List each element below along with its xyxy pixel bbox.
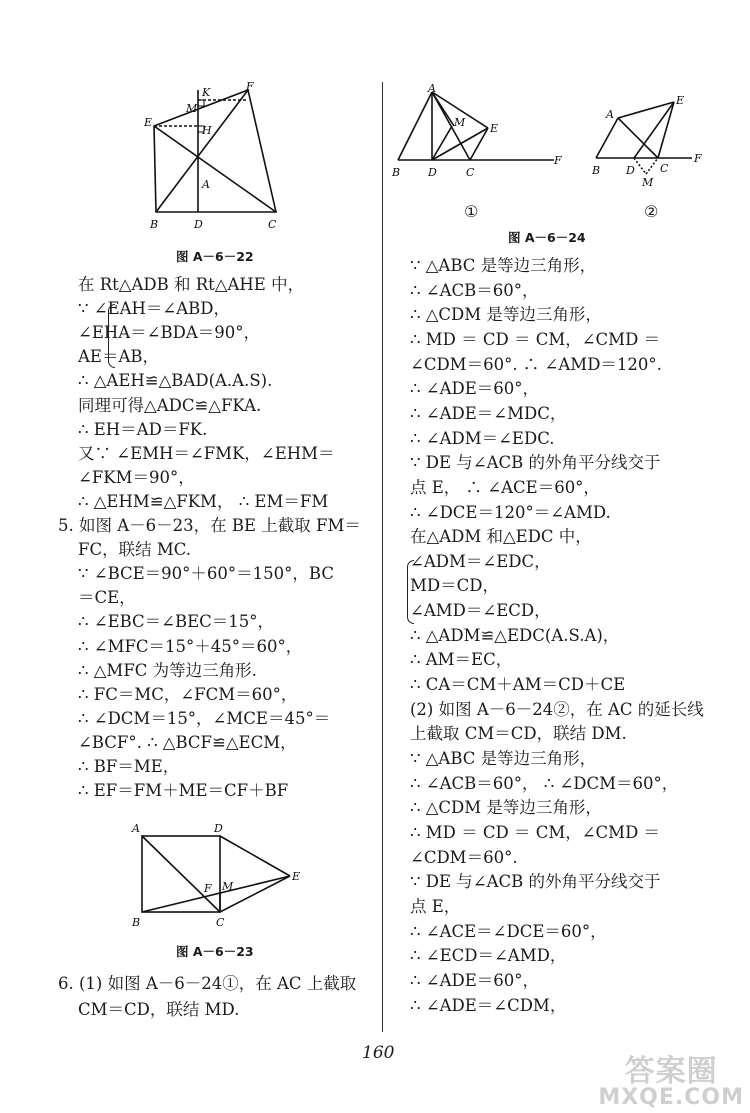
figure-a-6-23	[128, 818, 308, 930]
label-m: M	[186, 102, 198, 115]
right-text-line: 在△ADM 和△EDC 中，	[410, 527, 592, 547]
label-a: A	[428, 82, 436, 95]
label-c: C	[268, 218, 277, 231]
left-text-line: ∵ ∠EAH＝∠ABD，	[78, 299, 231, 319]
left-bottom-line: 6. (1) 如图 A－6－24①，在 AC 上截取	[58, 974, 357, 993]
watermark-line1: 答案圈	[624, 1054, 718, 1089]
right-text-line: ∵ DE 与∠ACB 的外角平分线交于	[410, 872, 661, 892]
right-text-line: MD＝CD，	[410, 576, 499, 596]
label-d: D	[428, 166, 437, 178]
right-text-line: ∠CDM＝60°. ∴ ∠AMD＝120°.	[410, 354, 662, 374]
right-text-line: ∴ AM＝EC，	[410, 650, 513, 670]
label-f: F	[554, 154, 562, 167]
right-text-line: ∴ ∠ADE＝∠CDM，	[410, 995, 567, 1015]
left-text-line: ∴ EH＝AD＝FK.	[78, 419, 208, 439]
right-text-line: 点 E，	[410, 896, 461, 916]
left-bottom-line: CM＝CD，联结 MD.	[78, 1000, 240, 1019]
right-text-line: ∴ MD ＝ CD ＝ CM，∠CMD ＝	[410, 822, 661, 842]
left-text-line: 又∵ ∠EMH＝∠FMK，∠EHM＝	[78, 443, 335, 463]
left-text-line: ∠BCF°. ∴ △BCF≌△ECM，	[78, 732, 297, 752]
sub-figure-1: ①	[464, 202, 479, 221]
left-text-line: ∴ △AEH≌△BAD(A.A.S).	[78, 371, 273, 391]
right-text-line: ∴ ∠ACB＝60°，	[410, 280, 539, 300]
label-f: F	[204, 882, 212, 895]
watermark	[598, 1054, 744, 1110]
label-e: E	[490, 122, 499, 135]
right-text-line: ∴ ∠ACE＝∠DCE＝60°，	[410, 921, 607, 941]
right-text-line: ∴ MD ＝ CD ＝ CM，∠CMD ＝	[410, 329, 661, 349]
label-f: F	[246, 82, 254, 93]
label-d: D	[214, 822, 223, 835]
label-e: E	[292, 870, 301, 883]
left-text-line: ∴ ∠MFC＝15°＋45°＝60°，	[78, 636, 303, 656]
right-text-line: ∴ ∠ADE＝60°，	[410, 379, 540, 399]
right-text-line: ∴ △CDM 是等边三角形，	[410, 305, 602, 325]
right-text-line: ∴ ∠ADE＝∠MDC，	[410, 403, 567, 423]
right-text-line: ∴ △CDM 是等边三角形，	[410, 798, 602, 818]
label-d: D	[626, 164, 635, 177]
left-text-line: ∵ ∠BCE＝90°＋60°＝150°，BC	[78, 564, 334, 584]
label-m: M	[642, 176, 654, 188]
label-c: C	[466, 166, 475, 178]
label-h: H	[202, 124, 212, 137]
column-divider	[382, 82, 383, 1032]
right-text-line: 点 E， ∴ ∠ACE＝60°，	[410, 477, 600, 497]
sub-figure-2: ②	[644, 202, 659, 221]
left-text-line: 5. 如图 A－6－23，在 BE 上截取 FM＝	[58, 516, 361, 535]
left-text-line: ∴ ∠EBC＝∠BEC＝15°，	[78, 612, 275, 632]
label-b: B	[132, 916, 141, 929]
figure-caption-24: 图 A－6－24	[508, 230, 586, 245]
figure-caption-23: 图 A－6－23	[176, 944, 254, 959]
right-text-line: ∴ ∠ECD＝∠AMD，	[410, 946, 567, 966]
figure-caption-22: 图 A－6－22	[176, 249, 254, 264]
label-k: K	[202, 86, 211, 99]
right-text-line: ∴ ∠ADM＝∠EDC.	[410, 428, 555, 448]
label-e: E	[676, 94, 685, 107]
label-c: C	[216, 916, 225, 929]
left-text-line: ∠EHA＝∠BDA＝90°，	[78, 323, 261, 343]
label-e: E	[144, 116, 153, 129]
right-text-line: ∠ADM＝∠EDC，	[410, 551, 551, 571]
right-text-line: ∴ ∠ADE＝60°，	[410, 970, 540, 990]
left-text-line: ∴ ∠DCM＝15°，∠MCE＝45°＝	[78, 708, 331, 728]
right-text-line: ∴ CA＝CM＋AM＝CD＋CE	[410, 675, 626, 695]
right-text-line: ∵ DE 与∠ACB 的外角平分线交于	[410, 453, 661, 473]
right-text-line: ∵ △ABC 是等边三角形，	[410, 256, 597, 275]
label-b: B	[392, 166, 401, 178]
label-a: A	[202, 178, 210, 191]
left-text-line: AE＝AB，	[78, 347, 160, 367]
left-text-line: ∴ EF＝FM＋ME＝CF＋BF	[78, 781, 289, 801]
right-text-line: ∠AMD＝∠ECD，	[410, 601, 551, 621]
right-text-line: ∠CDM＝60°.	[410, 847, 518, 867]
label-m: M	[454, 116, 466, 129]
left-text-line: ∠FKM＝90°，	[78, 467, 195, 487]
left-text-line: FC，联结 MC.	[78, 540, 191, 560]
left-text-line: ∴ BF＝ME，	[78, 757, 180, 776]
brace-left	[108, 304, 115, 368]
label-d: D	[194, 218, 203, 231]
left-text-line: ∴ △EHM≌△FKM， ∴ EM＝FM	[78, 491, 329, 511]
watermark-line2: MXQE.COM	[598, 1085, 744, 1110]
figure-a-6-24-2	[588, 92, 708, 188]
right-text-line: (2) 如图 A－6－24②，在 AC 的延长线	[410, 699, 704, 719]
label-b: B	[592, 164, 601, 177]
figure-a-6-22	[140, 82, 300, 240]
left-text-line: 在 Rt△ADB 和 Rt△AHE 中，	[78, 275, 305, 294]
figure-a-6-24-1	[386, 82, 572, 178]
left-text-line: ＝CE，	[78, 588, 136, 608]
right-text-line: ∵ △ABC 是等边三角形，	[410, 749, 597, 768]
left-text-line: ∴ FC＝MC，∠FCM＝60°，	[78, 684, 298, 704]
right-text-line: 上截取 CM＝CD，联结 DM.	[410, 724, 627, 744]
page-number: 160	[362, 1043, 395, 1063]
label-m: M	[222, 880, 234, 893]
label-b: B	[150, 218, 159, 231]
right-text-line: ∴ △ADM≌△EDC(A.S.A)，	[410, 625, 620, 645]
right-text-line: ∴ ∠DCE＝120°＝∠AMD.	[410, 502, 611, 522]
right-text-line: ∴ ∠ACB＝60°， ∴ ∠DCM＝60°，	[410, 773, 679, 793]
label-c: C	[660, 162, 669, 175]
left-text-line: 同理可得△ADC≌△FKA.	[78, 395, 262, 415]
label-f: F	[694, 152, 702, 165]
brace-right	[407, 560, 414, 624]
label-a: A	[132, 822, 140, 835]
left-text-line: ∴ △MFC 为等边三角形.	[78, 660, 257, 680]
label-a: A	[606, 108, 614, 121]
